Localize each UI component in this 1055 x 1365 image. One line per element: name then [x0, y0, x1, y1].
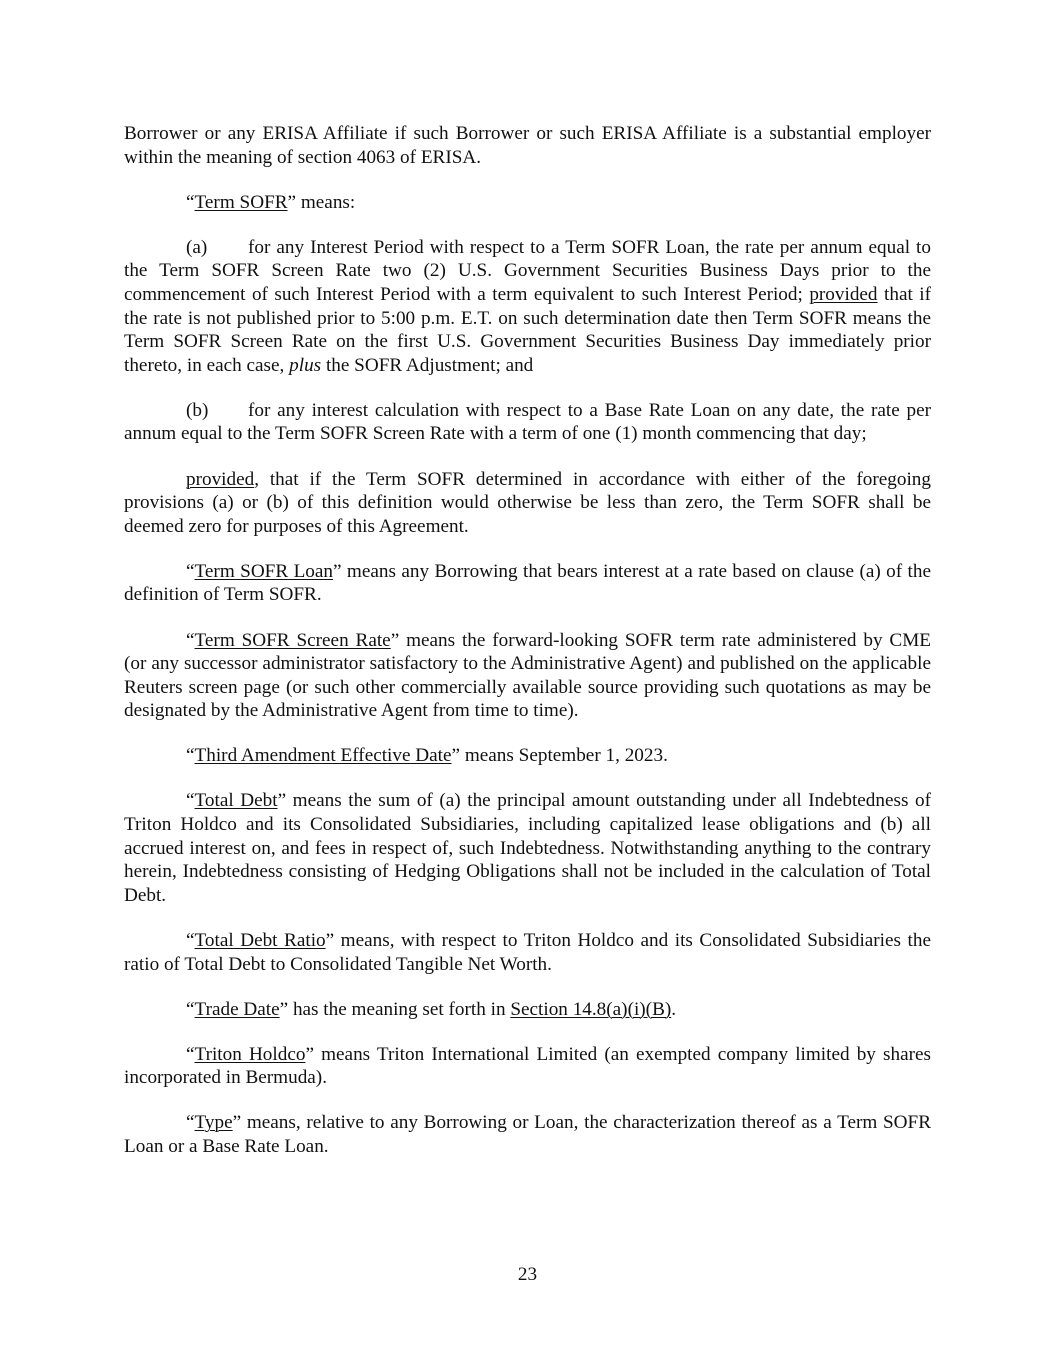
defined-term: Trade Date	[194, 998, 280, 1020]
clause-text: the SOFR Adjustment; and	[321, 354, 534, 376]
definition-term-sofr-screen-rate	[124, 629, 931, 723]
open-quote: “	[186, 745, 195, 767]
clause-label: (b)	[186, 399, 209, 421]
section-reference: Section 14.8(a)(i)(B)	[510, 998, 672, 1020]
definition-text: ” has the meaning set forth in	[279, 998, 511, 1020]
definition-text: .	[671, 998, 677, 1020]
definition-text: ” means the forward-looking SOFR term rate administered by CME (or any successor administrator satisfactory to the Administrative Agent) and published on the applicable Reuters screen page (or such other commercially available source providing such quotations as may be designated by the Administrative Agent from time to time).	[124, 629, 931, 722]
clause-text: that if the rate is not published prior to 5:00 p.m. E.T. on such determination date then Term SOFR means the Term SOFR Screen Rate on the first U.S. Government Securities Business Day immediately prior thereto, in each case,	[124, 283, 931, 376]
open-quote: “	[186, 790, 195, 812]
definition-total-debt	[124, 789, 931, 907]
definition-triton-holdco	[124, 1043, 931, 1090]
open-quote: “	[186, 629, 195, 651]
clause-text: for any interest calculation with respect to a Base Rate Loan on any date, the rate per annum equal to the Term SOFR Screen Rate with a term of one (1) month commencing that day;	[124, 399, 931, 445]
open-quote: “	[186, 191, 195, 213]
defined-term: Total Debt	[194, 790, 278, 812]
intro-paragraph: Borrower or any ERISA Affiliate if such Borrower or such ERISA Affiliate is a substantial employer within the meaning of section 4063 of ERISA.	[124, 123, 931, 168]
page-number: 23	[517, 1264, 538, 1285]
defined-term: Type	[194, 1112, 233, 1134]
definition-text: ” means Triton International Limited (an exempted company limited by shares incorporated in Bermuda).	[124, 1043, 931, 1089]
clause-label: (a)	[186, 236, 208, 258]
definition-text: ” means, with respect to Triton Holdco and its Consolidated Subsidiaries the ratio of Total Debt to Consolidated Tangible Net Worth.	[124, 929, 931, 975]
provided-term: provided	[186, 468, 255, 490]
plus-term: plus	[289, 354, 322, 376]
definition-third-amendment-effective-date	[124, 744, 931, 768]
provided-term: provided	[809, 283, 878, 305]
defined-term: Term SOFR Loan	[194, 560, 333, 582]
defined-term: Term SOFR	[194, 191, 288, 213]
defined-term: Triton Holdco	[194, 1043, 306, 1065]
open-quote: “	[186, 1112, 195, 1134]
definition-type	[124, 1111, 931, 1158]
definition-text: ” means any Borrowing that bears interest at a rate based on clause (a) of the definition of Term SOFR.	[124, 560, 931, 606]
clause-a	[124, 236, 931, 378]
definition-text: ” means the sum of (a) the principal amount outstanding under all Indebtedness of Triton Holdco and its Consolidated Subsidiaries, including capitalized lease obligations and (b) all accrued interest on, and fees in respect of, such Indebtedness. Notwithstanding anything to the contrary herein, Indebtedness consisting of Hedging Obligations shall not be included in the calculation of Total Debt.	[124, 790, 931, 906]
proviso-text: , that if the Term SOFR determined in accordance with either of the foregoing provisions (a) or (b) of this definition would otherwise be less than zero, the Term SOFR shall be deemed zero for purposes of this Agreement.	[124, 468, 931, 537]
definition-text: ” means, relative to any Borrowing or Loan, the characterization thereof as a Term SOFR Loan or a Base Rate Loan.	[124, 1112, 931, 1157]
clause-b	[124, 399, 931, 446]
defined-term: Total Debt Ratio	[194, 929, 326, 951]
definition-text: ” means September 1, 2023.	[451, 745, 668, 767]
proviso-paragraph	[124, 468, 931, 539]
open-quote: “	[186, 998, 195, 1020]
defined-term: Term SOFR Screen Rate	[194, 629, 391, 651]
definition-total-debt-ratio	[124, 929, 931, 976]
definition-term-sofr	[124, 191, 931, 215]
definition-trade-date	[124, 998, 931, 1022]
document-page	[124, 122, 931, 1180]
defined-term: Third Amendment Effective Date	[194, 745, 452, 767]
open-quote: “	[186, 560, 195, 582]
definition-term-sofr-loan	[124, 560, 931, 607]
definition-text: ” means:	[287, 191, 356, 213]
open-quote: “	[186, 929, 195, 951]
open-quote: “	[186, 1043, 195, 1065]
clause-text: for any Interest Period with respect to a Term SOFR Loan, the rate per annum equal to the Term SOFR Screen Rate two (2) U.S. Government Securities Business Days prior to the commencement of such Interest Period with a term equivalent to such Interest Period;	[124, 236, 931, 305]
